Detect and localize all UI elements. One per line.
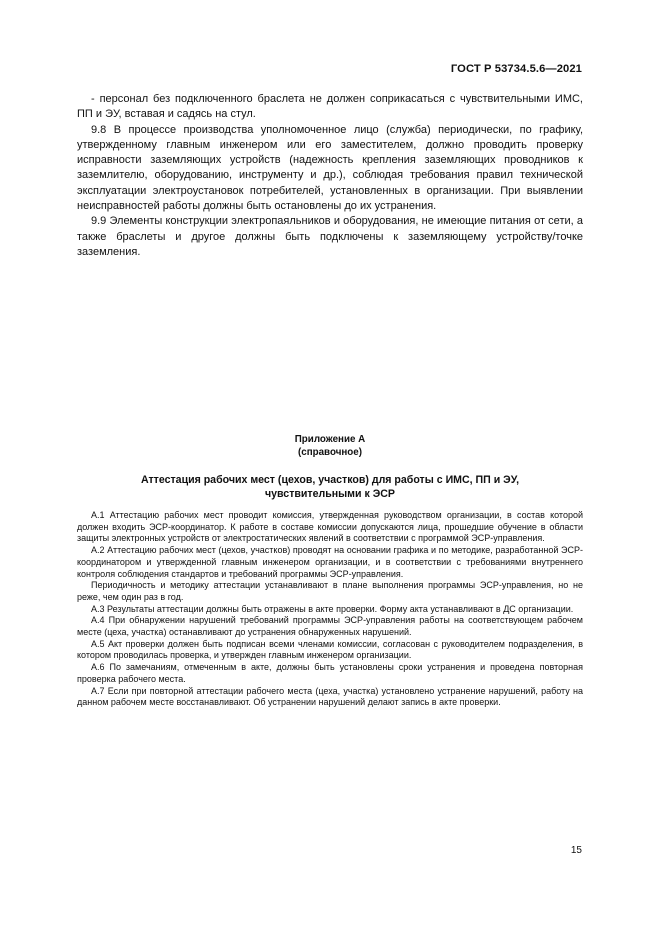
paragraph-9-8: 9.8 В процессе производства уполномоченное лицо (служба) периодически, по графику, утвержденному главным инженером или его заместителем, должно проводить проверку исправности заземляющих устройств (надежность крепления заземляющих проводников к заземлителю, оборудованию, инструменту и др.), соблюдая требования правил технической эксплуатации электроустановок потребителей, установленных в организации. При выявлении неисправностей работы должны быть остановлены до их устранения.: [77, 123, 583, 213]
standard-code-header: ГОСТ Р 53734.5.6—2021: [450, 63, 582, 75]
paragraph-a2: А.2 Аттестацию рабочих мест (цехов, участков) проводят на основании графика и по методике, разработанной ЭСР-координатором и утвержденной главным инженером организации, и в соответствии с требованиями внутреннего контроля соблюдения стандартов и требований программы ЭСР-управления.: [77, 545, 583, 579]
paragraph-a7: А.7 Если при повторной аттестации рабочего места (цеха, участка) установлено устранение нарушений, работу на данном рабочем месте восстанавливают. Об устранении нарушений делают запись в акте проверки.: [77, 685, 583, 708]
paragraph-9-9: 9.9 Элементы конструкции электропаяльников и оборудования, не имеющие питания от сети, а также браслеты и другое должны быть подключены к заземляющему устройству/точке заземления.: [77, 215, 583, 258]
paragraph-a1: А.1 Аттестацию рабочих мест проводит комиссия, утвержденная руководством организации, в состав которой должен входить ЭСР-координатор. К работе в составе комиссии допускаются лица, прошедшие обучение в области защиты электронных устройств от электростатических явлений в соответствии с программой ЭСР-управления.: [77, 510, 583, 544]
appendix-label: Приложение А: [294, 434, 366, 445]
appendix-heading: [77, 433, 583, 501]
appendix-title-line-1: Аттестация рабочих мест (цехов, участков) для работы с ИМС, ПП и ЭУ,: [140, 474, 520, 486]
paragraph-a6: А.6 По замечаниям, отмеченным в акте, должны быть установлены сроки устранения и проведена повторная проверка рабочего места.: [77, 662, 583, 684]
appendix-text-section: [77, 510, 583, 709]
page-number: 15: [570, 845, 582, 856]
appendix-title: [77, 473, 583, 501]
main-text-section: [77, 92, 583, 260]
paragraph-a3: А.3 Результаты аттестации должны быть отражены в акте проверки. Форму акта устанавливают в ДС организации.: [91, 603, 574, 614]
paragraph-periodicity: Периодичность и методику аттестации устанавливают в плане выполнения программы ЭСР-управления, но не реже, чем один раз в год.: [77, 580, 583, 602]
appendix-sublabel: (справочное): [298, 447, 362, 458]
paragraph-a5: А.5 Акт проверки должен быть подписан всеми членами комиссии, согласован с руководителем подразделения, в котором проводилась проверка, и утвержден главным инженером организации.: [77, 638, 583, 661]
paragraph-personnel-bracelet: - персонал без подключенного браслета не должен соприкасаться с чувствительными ИМС, ПП и ЭУ, вставая и садясь на стул.: [77, 93, 583, 121]
appendix-title-line-2: чувствительными к ЭСР: [265, 488, 395, 500]
paragraph-a4: А.4 При обнаружении нарушений требований программы ЭСР-управления работы на соответствующем рабочем месте (цеха, участка) останавливают до устранения обнаруженных нарушений.: [77, 615, 583, 638]
